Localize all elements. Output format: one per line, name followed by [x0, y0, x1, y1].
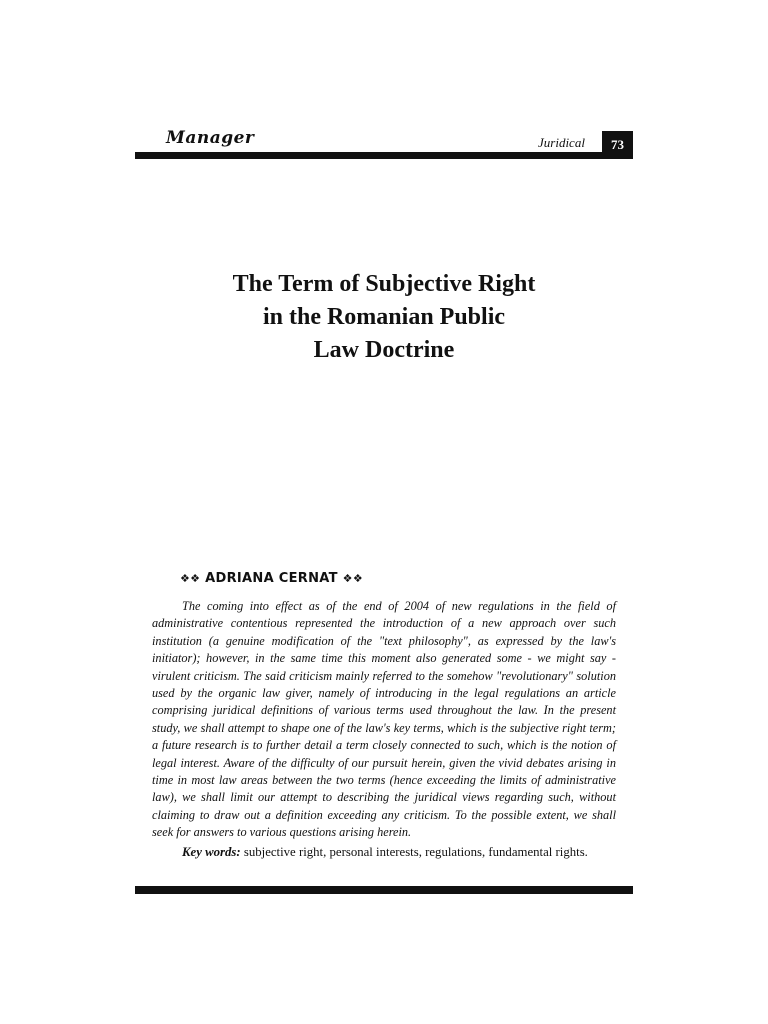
author-name: ADRIANA CERNAT — [205, 571, 338, 586]
keywords-line — [182, 845, 622, 860]
page-number: 73 — [602, 131, 633, 158]
abstract-text: The coming into effect as of the end of 2004 of new regulations in the field of administrative contentious represented the introduction of a new approach over such institution (a genuine modification of the "text philosophy", as expressed by the law's initiator); however, in the same time this moment also generated some - we might say - virulent criticism. The said criticism mainly referred to the somehow "revolutionary" solution used by the organic law giver, namely of introducing in the legal regulations an article comprising juridical definitions of various terms used throughout the law. In the present study, we shall attempt to shape one of the law's key terms, which is the subjective right term; a future research is to further detail a term closely connected to such, which is the notion of legal interest. Aware of the difficulty of our pursuit herein, given the vivid debates arising in time in most law areas between the two terms (hence exceeding the limits of administrative law), we shall limit our attempt to describing the juridical views regarding such, without claiming to draw out a definition exceeding any criticism. To the possible extent, we shall seek for answers to various questions arising herein. — [152, 599, 616, 840]
keywords-label: Key words: — [182, 845, 241, 859]
section-label: Juridical — [538, 135, 585, 150]
keywords-text: subjective right, personal interests, regulations, fundamental rights. — [243, 845, 588, 859]
title-line-3: Law Doctrine — [313, 337, 455, 363]
article-title — [135, 268, 633, 367]
footer-rule — [135, 886, 633, 894]
title-line-1: The Term of Subjective Right — [232, 271, 536, 297]
author-byline — [180, 571, 363, 586]
ornament-right-icon: ❖❖ — [342, 572, 363, 585]
ornament-left-icon: ❖❖ — [180, 572, 201, 585]
title-line-2: in the Romanian Public — [262, 304, 506, 330]
header-rule — [135, 152, 633, 159]
journal-logo: Manager — [166, 128, 255, 148]
